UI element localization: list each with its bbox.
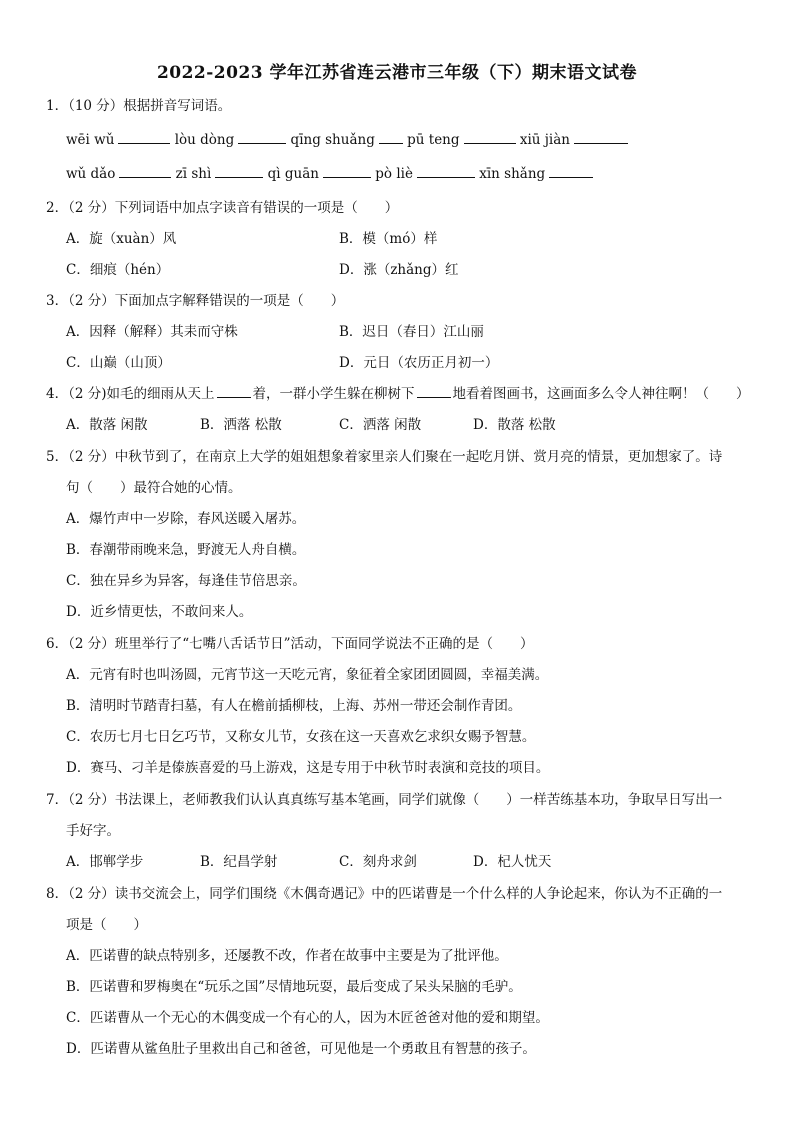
- answer-blank[interactable]: [238, 131, 286, 144]
- option-c[interactable]: C．匹诺曹从一个无心的木偶变成一个有心的人，因为木匠爸爸对他的爱和期望。: [66, 1010, 549, 1026]
- option-b[interactable]: B．清明时节踏青扫墓，有人在檐前插柳枝，上海、苏州一带还会制作青团。: [66, 698, 522, 714]
- option-d[interactable]: D．元日（农历正月初一）: [339, 355, 499, 371]
- option-d[interactable]: D．涨（zhǎng）红: [339, 262, 459, 278]
- answer-blank[interactable]: [417, 385, 451, 398]
- answer-blank[interactable]: [217, 385, 251, 398]
- answer-blank[interactable]: [215, 165, 263, 178]
- option-d[interactable]: D．赛马、刁羊是傣族喜爱的马上游戏，这是专用于中秋节时表演和竞技的项目。: [66, 760, 550, 776]
- pinyin-row-2: [66, 164, 593, 184]
- answer-blank[interactable]: [323, 165, 371, 178]
- answer-blank[interactable]: [574, 131, 628, 144]
- pinyin-item: pū teng: [407, 132, 460, 148]
- option-a[interactable]: A．因释（解释）其耒而守株: [66, 324, 238, 340]
- question-2-stem: 2．（2 分）下列词语中加点字读音有错误的一项是（ ）: [46, 200, 399, 216]
- option-b[interactable]: B．洒落 松散: [200, 417, 282, 433]
- pinyin-item: xīn shǎng: [479, 166, 546, 182]
- question-7-stem: 7．（2 分）书法课上，老师教我们认认真真练写基本笔画，同学们就像（ ）一样苦练基本功，争取早日写出一: [46, 792, 723, 808]
- option-c[interactable]: C．洒落 闲散: [339, 417, 422, 433]
- pinyin-row-1: [66, 130, 628, 150]
- question-3-stem: 3．（2 分）下面加点字解释错误的一项是（ ）: [46, 293, 345, 309]
- option-a[interactable]: A．旋（xuàn）风: [66, 231, 177, 247]
- stem-part: 4．（2 分)如毛的细雨从天上: [46, 386, 215, 402]
- option-d[interactable]: D．近乡情更怯，不敢问来人。: [66, 604, 253, 620]
- question-4-stem: [46, 384, 750, 404]
- option-b[interactable]: B．匹诺曹和罗梅奥在“玩乐之国”尽情地玩耍，最后变成了呆头呆脑的毛驴。: [66, 979, 522, 995]
- pinyin-item: qīng shuǎng: [290, 132, 375, 148]
- pinyin-item: zī shì: [175, 166, 212, 182]
- stem-part: 地看着图画书，这画面多么令人神往啊！（ ）: [452, 386, 750, 402]
- option-a[interactable]: A．爆竹声中一岁除，春风送暖入屠苏。: [66, 511, 306, 527]
- pinyin-item: wǔ dǎo: [66, 166, 116, 182]
- option-b[interactable]: B．春潮带雨晚来急，野渡无人舟自横。: [66, 542, 306, 558]
- answer-blank[interactable]: [417, 165, 475, 178]
- question-8-stem-cont: 项是（ ）: [66, 917, 147, 933]
- option-c[interactable]: C．山巅（山顶）: [66, 355, 171, 371]
- option-b[interactable]: B．迟日（春日）江山丽: [339, 324, 484, 340]
- option-c[interactable]: C．农历七月七日乞巧节，又称女儿节，女孩在这一天喜欢乞求织女赐予智慧。: [66, 729, 536, 745]
- option-c[interactable]: C．细痕（hén）: [66, 262, 170, 278]
- option-c[interactable]: C．独在异乡为异客，每逢佳节倍思亲。: [66, 573, 306, 589]
- question-5-stem-cont: 句（ ）最符合她的心情。: [66, 480, 242, 496]
- page-title: 2022-2023 学年江苏省连云港市三年级（下）期末语文试卷: [156, 63, 638, 83]
- pinyin-item: lòu dòng: [174, 132, 235, 148]
- pinyin-item: wēi wǔ: [66, 132, 115, 148]
- option-d[interactable]: D．杞人忧天: [473, 854, 552, 870]
- pinyin-item: pò liè: [375, 166, 413, 182]
- option-a[interactable]: A．散落 闲散: [66, 417, 148, 433]
- question-8-stem: 8．（2 分）读书交流会上，同学们围绕《木偶奇遇记》中的匹诺曹是一个什么样的人争论起来，你认为不正确的一: [46, 886, 723, 902]
- stem-part: 着，一群小学生躲在柳树下: [252, 386, 415, 402]
- pinyin-item: xiū jiàn: [519, 132, 570, 148]
- question-7-stem-cont: 手好字。: [66, 823, 120, 839]
- option-b[interactable]: B．纪昌学射: [200, 854, 278, 870]
- question-5-stem: 5．（2 分）中秋节到了，在南京上大学的姐姐想象着家里亲人们聚在一起吃月饼、赏月亮的情景，更加想家了。诗: [46, 449, 723, 465]
- answer-blank[interactable]: [379, 131, 403, 144]
- option-d[interactable]: D．散落 松散: [473, 417, 556, 433]
- pinyin-item: qì guān: [267, 166, 319, 182]
- answer-blank[interactable]: [464, 131, 516, 144]
- option-a[interactable]: A．邯郸学步: [66, 854, 144, 870]
- option-c[interactable]: C．刻舟求剑: [339, 854, 417, 870]
- answer-blank[interactable]: [119, 165, 171, 178]
- option-d[interactable]: D．匹诺曹从鲨鱼肚子里救出自己和爸爸，可见他是一个勇敢且有智慧的孩子。: [66, 1041, 536, 1057]
- answer-blank[interactable]: [118, 131, 170, 144]
- question-1-stem: 1．（10 分）根据拼音写词语。: [46, 98, 232, 114]
- answer-blank[interactable]: [549, 165, 593, 178]
- option-a[interactable]: A．匹诺曹的缺点特别多，还屡教不改，作者在故事中主要是为了批评他。: [66, 948, 508, 964]
- option-b[interactable]: B．模（mó）样: [339, 231, 438, 247]
- question-6-stem: 6．（2 分）班里举行了“七嘴八舌话节日”活动，下面同学说法不正确的是（ ）: [46, 636, 534, 652]
- option-a[interactable]: A．元宵有时也叫汤圆，元宵节这一天吃元宵，象征着全家团团圆圆，幸福美满。: [66, 667, 549, 683]
